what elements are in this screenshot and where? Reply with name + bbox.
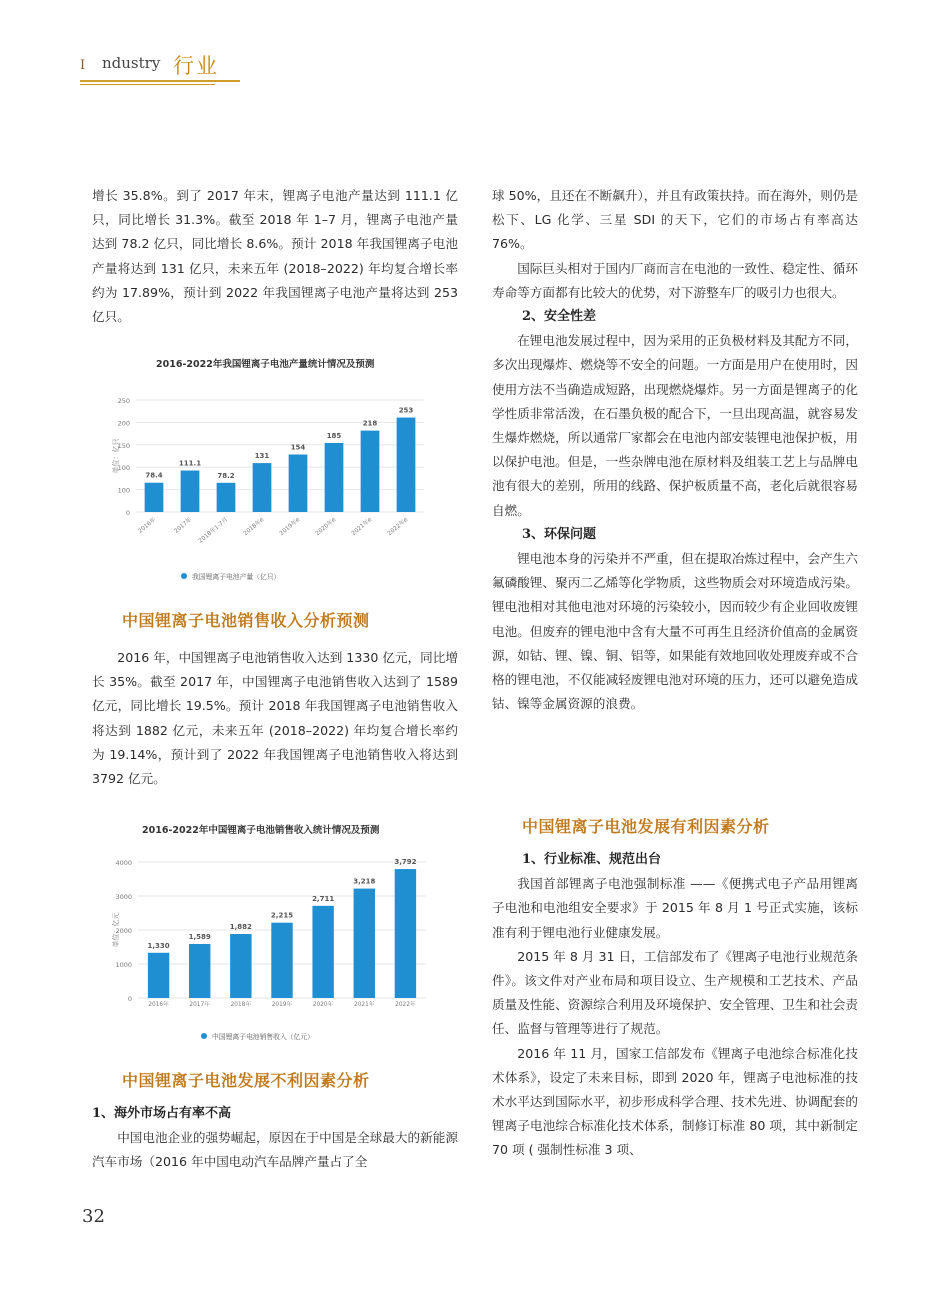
- y-tick-label: 0: [127, 995, 132, 1003]
- y-tick-label: 2000: [115, 927, 132, 935]
- bar: [230, 934, 251, 998]
- bar: [312, 906, 333, 998]
- x-tick-label: 2020年e: [314, 516, 338, 538]
- x-tick-label: 2022年: [395, 1002, 416, 1008]
- bar: [148, 953, 169, 998]
- section-title-sales: 中国锂离子电池销售收入分析预测: [122, 611, 370, 630]
- header-rule-thin: [80, 84, 215, 85]
- legend-marker: [181, 573, 187, 579]
- bar-value-label: 1,882: [229, 923, 252, 932]
- bar: [181, 471, 200, 512]
- bar: [395, 869, 416, 998]
- x-tick-label: 2021年: [354, 1002, 375, 1008]
- column-2-bottom: [492, 848, 858, 1163]
- bar-value-label: 2,711: [312, 894, 335, 903]
- column-2-top: [492, 184, 858, 716]
- standards-paragraph-2: 2015 年 8 月 31 日，工信部发布了《锂离子电池行业规范条件》。该文件对产业布局和项目设立、生产规模和工艺技术、产品质量及性能、资源综合利用及环境保护、安全管理、卫生和社会责任、监督与管理等进行了规范。: [492, 948, 858, 1037]
- y-tick-label: 1000: [115, 961, 132, 969]
- x-tick-label: 2020年: [312, 1002, 334, 1008]
- safety-paragraph: 在锂电池发展过程中，因为采用的正负极材料及其配方不同，多次出现爆炸、燃烧等不安全的问题。一方面是用户在使用时，因使用方法不当确造成短路，出现燃烧爆炸。另一方面是锂离子的化学性质非常活泼，在石墨负极的配合下，一旦出现高温，就容易发生爆炸燃烧，所以通常厂家都会在电池内部安装锂电池保护板，用以保护电池。但是，一些杂牌电池在原材料及组装工艺上与品牌电池有很大的差别，所用的线路、保护板质量不高，老化后就很容易自燃。: [492, 333, 858, 518]
- chart-revenue-title: 2016-2022年中国锂离子电池销售收入统计情况及预测: [142, 825, 380, 836]
- chart-production-svg: [108, 352, 438, 592]
- bar: [217, 483, 236, 512]
- giants-paragraph: 国际巨头相对于国内厂商而言在电池的一致性、稳定性、循环寿命等方面都有比较大的优势，对下游整车厂的吸引力也很大。: [492, 260, 858, 300]
- bar-value-label: 185: [326, 431, 342, 440]
- bar-value-label: 78.2: [217, 471, 235, 480]
- bar-value-label: 3,792: [394, 858, 417, 867]
- x-tick-label: 2017年: [173, 516, 194, 535]
- chart-production: [108, 352, 438, 592]
- x-tick-label: 2019年: [271, 1002, 293, 1008]
- page-number: 32: [82, 1206, 105, 1227]
- bar-value-label: 131: [254, 452, 270, 461]
- chart-production-title: 2016-2022年我国锂离子电池产量统计情况及预测: [156, 359, 375, 370]
- bar: [189, 944, 210, 998]
- column-1-intro: [92, 184, 458, 329]
- y-tick-label: 0: [125, 509, 130, 517]
- bar: [253, 463, 272, 512]
- y-tick-label: 250: [117, 397, 130, 405]
- x-tick-label: 2021年e: [350, 516, 374, 538]
- legend-marker: [201, 1033, 207, 1039]
- bar-value-label: 253: [398, 406, 414, 415]
- y-axis-label: 单位：亿元: [112, 912, 120, 948]
- bar-value-label: 154: [290, 443, 306, 452]
- subsection-title-overseas: 1、海外市场占有率不高: [92, 1106, 232, 1121]
- bar-value-label: 2,215: [270, 911, 294, 920]
- x-tick-label: 2018年e: [242, 516, 266, 538]
- y-tick-label: 4000: [115, 859, 132, 867]
- bar-value-label: 218: [362, 419, 378, 428]
- x-tick-label: 2019年e: [278, 516, 302, 538]
- x-tick-label: 2016年: [137, 516, 158, 535]
- y-tick-label: 3000: [115, 893, 132, 901]
- legend-label: 我国锂离子电池产量（亿只）: [192, 573, 281, 581]
- bar: [397, 418, 416, 512]
- x-tick-label: 2016年: [148, 1002, 169, 1008]
- legend-label: 中国锂离子电池销售收入（亿元）: [212, 1033, 314, 1041]
- overseas-paragraph: 中国电池企业的强势崛起，原因在于中国是全球最大的新能源汽车市场（2016 年中国电动汽车品牌产量占了全: [92, 1130, 458, 1170]
- bar-value-label: 1,330: [147, 941, 170, 950]
- bar: [361, 431, 380, 512]
- continued-paragraph: 球 50%，且还在不断飙升），并且有政策扶持。而在海外，则仍是松下、LG 化学、三星 SDI 的天下，它们的市场占有率高达 76%。: [492, 188, 858, 252]
- chart-revenue: [108, 818, 438, 1054]
- subsection-title-environment: 3、环保问题: [522, 526, 597, 542]
- y-tick-label: 150: [117, 441, 130, 450]
- y-axis-label: 单位：亿只: [112, 438, 120, 474]
- section-title-unfavorable: 中国锂离子电池发展不利因素分析: [122, 1071, 370, 1090]
- bar: [145, 483, 164, 512]
- bar: [325, 443, 344, 512]
- x-tick-label: 2017年: [189, 1002, 210, 1008]
- environment-paragraph: 锂电池本身的污染并不严重，但在提取冶炼过程中，会产生六氟磷酸锂、聚丙二乙烯等化学物质，这些物质会对环境造成污染。锂电池相对其他电池对环境的污染较小，因而较少有企业回收废锂电池。但废弃的锂电池中含有大量不可再生且经济价值高的金属资源，如钴、锂、镍、铜、铝等，如果能有效地回收处理废弃或不合格的锂电池，不仅能减轻废锂电池对环境的压力，还可以避免造成钴、镍等金属资源的浪费。: [492, 551, 858, 712]
- bar-value-label: 111.1: [178, 459, 202, 468]
- bar: [289, 455, 308, 512]
- chart-revenue-svg: [108, 818, 438, 1054]
- intro-paragraph: 增长 35.8%。到了 2017 年末，锂离子电池产量达到 111.1 亿只，同比增长 31.3%。截至 2018 年 1–7 月，锂离子电池产量达到 78.2 亿只，同比增长 8.6%。预计 2018 年我国锂离子电池产量将达到 131 亿只，未来五年 (2018–2022) 年均复合增长率约为 17.89%，预计到 2022 年我国锂离子电池产量将达到 253 亿只。: [92, 188, 458, 325]
- standards-paragraph-1: 我国首部锂离子电池强制标准 ——《便携式电子产品用锂离子电池和电池组安全要求》于 2015 年 8 月 1 号正式实施，该标准有利于锂电池行业健康发展。: [492, 876, 858, 940]
- header-initial: I: [80, 58, 86, 73]
- header-rule: [80, 80, 240, 82]
- bar: [354, 889, 375, 998]
- x-tick-label: 2018年: [230, 1002, 252, 1008]
- standards-paragraph-3: 2016 年 11 月，国家工信部发布《锂离子电池综合标准化技术体系》，设定了未来目标，即到 2020 年，锂离子电池标准的技术水平达到国际水平，初步形成科学合理、技术先进、协调配套的锂离子电池综合标准化技术体系，制修订标准 80 项，其中新制定 70 项 ( 强制性标准 3 项、: [492, 1045, 858, 1158]
- column-1-sales: [92, 646, 458, 791]
- bar-value-label: 3,218: [353, 877, 376, 886]
- column-1-bottom: [92, 1102, 458, 1175]
- x-tick-label: 2018年1-7月: [197, 516, 230, 545]
- y-tick-label: 200: [117, 419, 130, 428]
- bar-value-label: 78.4: [145, 471, 163, 480]
- sales-paragraph: 2016 年，中国锂离子电池销售收入达到 1330 亿元，同比增长 35%。截至 2017 年，中国锂离子电池销售收入达到了 1589 亿元，同比增长 19.5%。预计 2018 年我国锂离子电池销售收入将达到 1882 亿元，未来五年 (2018–2022) 年均复合增长率约为 19.14%，预计到了 2022 年我国锂离子电池销售收入将达到 3792 亿元。: [92, 650, 458, 787]
- section-title-favorable: 中国锂离子电池发展有利因素分析: [522, 817, 770, 836]
- subsection-title-safety: 2、安全性差: [522, 309, 597, 325]
- subsection-title-standards: 1、行业标准、规范出台: [522, 852, 662, 867]
- header-english: ndustry: [102, 54, 161, 72]
- bar: [271, 923, 292, 998]
- y-tick-label: 100: [117, 486, 130, 495]
- x-tick-label: 2022年e: [386, 516, 410, 538]
- header-chinese: 行业: [173, 54, 219, 78]
- y-tick-label: 100: [117, 464, 130, 473]
- bar-value-label: 1,589: [188, 932, 211, 941]
